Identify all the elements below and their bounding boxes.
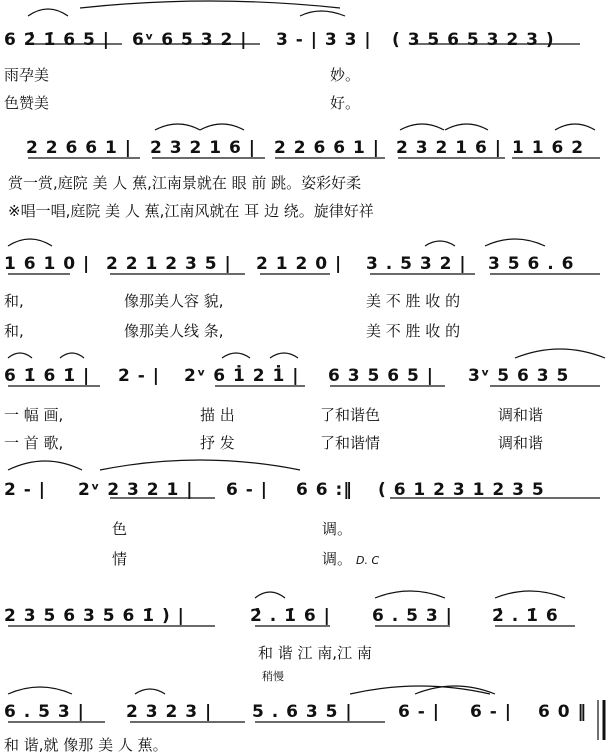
measure: 2 3 2 1 6 | — [396, 138, 502, 158]
lyric: 好。 — [330, 94, 361, 112]
measure: 5 . 6 3 5 | — [252, 702, 353, 722]
lyric: 色赞美 — [4, 94, 50, 112]
measure: 2 3 2 1 6 | — [150, 138, 256, 158]
system-6-tempo — [0, 668, 616, 688]
measure: 2̇ . 1̇ 6 — [492, 606, 559, 626]
measure: 2 1 2 0 | — [256, 254, 343, 274]
measure: 6 . 5 3 | — [4, 702, 85, 722]
lyric: 和, — [4, 292, 24, 310]
measure: 2 3 5 6 3 5 6 1̇ ) | — [4, 606, 185, 626]
measure: 2 3 2 3 | — [126, 702, 213, 722]
lyric: 抒 发 — [200, 434, 235, 452]
system-5-notes — [0, 480, 616, 500]
measure: 2ᵛ 2 3 2 1 | — [78, 480, 194, 500]
da-capo-marking: D. C — [356, 554, 380, 567]
measure: 6 3 5 6 5 | — [328, 366, 434, 386]
system-3-lyrics-2 — [0, 320, 616, 340]
lyric: 和, — [4, 322, 24, 340]
lyric: 描 出 — [200, 406, 235, 424]
measure: 6 0 ‖ — [538, 702, 587, 722]
measure: 2 - | — [118, 366, 160, 386]
system-6-notes — [0, 606, 616, 626]
system-4-lyrics-1 — [0, 404, 616, 424]
lyric: 像那美人容 貌, — [124, 292, 224, 310]
system-3-notes — [0, 254, 616, 274]
lyric: 一 幅 画, — [4, 406, 64, 424]
system-5-lyrics-1 — [0, 518, 616, 538]
measure: 2 2 6 6 1 | — [26, 138, 132, 158]
measure: 6ᵛ 6 5 3 2 | — [132, 30, 248, 50]
lyric: 赏一赏,庭院 美 人 蕉,江南景就在 眼 前 跳。姿彩好柔 — [8, 174, 362, 192]
measure: 2 2 6 6 1 | — [274, 138, 380, 158]
measure: 6 - | — [226, 480, 268, 500]
lyric: 了和谐色 — [320, 406, 381, 424]
measure: 6 - | — [398, 702, 440, 722]
lyric: 和 谐 江 南,江 南 — [258, 644, 372, 662]
measure: 2 - | — [4, 480, 46, 500]
system-3-lyrics-1 — [0, 290, 616, 310]
system-2-lyrics-1 — [0, 172, 616, 192]
system-4-lyrics-2 — [0, 432, 616, 452]
measure: 6 6 :‖ — [296, 480, 353, 500]
lyric: 妙。 — [330, 66, 361, 84]
lyric: 调和谐 — [498, 434, 544, 452]
system-2-lyrics-2 — [0, 200, 616, 220]
lyric: 色 — [112, 520, 128, 538]
system-4-notes — [0, 366, 616, 386]
system-1-lyrics-2 — [0, 92, 616, 112]
lyric: 和 谐,就 像那 美 人 蕉。 — [4, 736, 168, 753]
lyric: 调。 — [322, 550, 353, 568]
system-1-lyrics-1 — [0, 64, 616, 84]
tempo-marking: 稍慢 — [262, 670, 284, 683]
lyric: 像那美人线 条, — [124, 322, 224, 340]
measure: 3ᵛ 5 6 3 5 — [468, 366, 570, 386]
system-6-lyrics-1 — [0, 642, 616, 662]
measure: 3 5 6 . 6 — [488, 254, 575, 274]
lyric: 调。 — [322, 520, 353, 538]
measure: 2ᵛ 6 1̇ 2 1̇ | — [184, 366, 300, 386]
measure: 2̇ . 1̇ 6 | — [250, 606, 331, 626]
lyric: 调和谐 — [498, 406, 544, 424]
measure: ( 3 5 6 5 3 2 3 ) — [392, 30, 555, 50]
lyric: 一 首 歌, — [4, 434, 64, 452]
lyric: 了和谐情 — [320, 434, 381, 452]
lyric: 情 — [112, 550, 128, 568]
measure: 6 2̇ 1̇ 6 5 | — [4, 30, 110, 50]
system-7-lyrics-1 — [0, 734, 616, 753]
measure: 3 . 5 3 2 | — [366, 254, 467, 274]
measure: 6 1̇ 6 1̇ | — [4, 366, 91, 386]
system-5-lyrics-2 — [0, 548, 616, 568]
measure: 6 . 5 3 | — [372, 606, 453, 626]
measure: 1 6 1 0 | — [4, 254, 91, 274]
lyric: 美 不 胜 收 的 — [366, 322, 461, 340]
measure: ( 6 1 2 3 1 2 3 5 — [378, 480, 545, 500]
measure: 6 - | — [470, 702, 512, 722]
lyric: ※唱一唱,庭院 美 人 蕉,江南风就在 耳 边 绕。旋律好祥 — [8, 202, 374, 220]
measure: 1 1 6 2 — [512, 138, 585, 158]
lyric: 美 不 胜 收 的 — [366, 292, 461, 310]
measure: 3 - | 3 3 | — [276, 30, 372, 50]
measure: 2 2 1 2 3 5 | — [106, 254, 232, 274]
lyric: 雨孕美 — [4, 66, 50, 84]
system-7-notes — [0, 702, 616, 722]
system-1-notes — [0, 30, 616, 50]
system-2-notes — [0, 138, 616, 158]
